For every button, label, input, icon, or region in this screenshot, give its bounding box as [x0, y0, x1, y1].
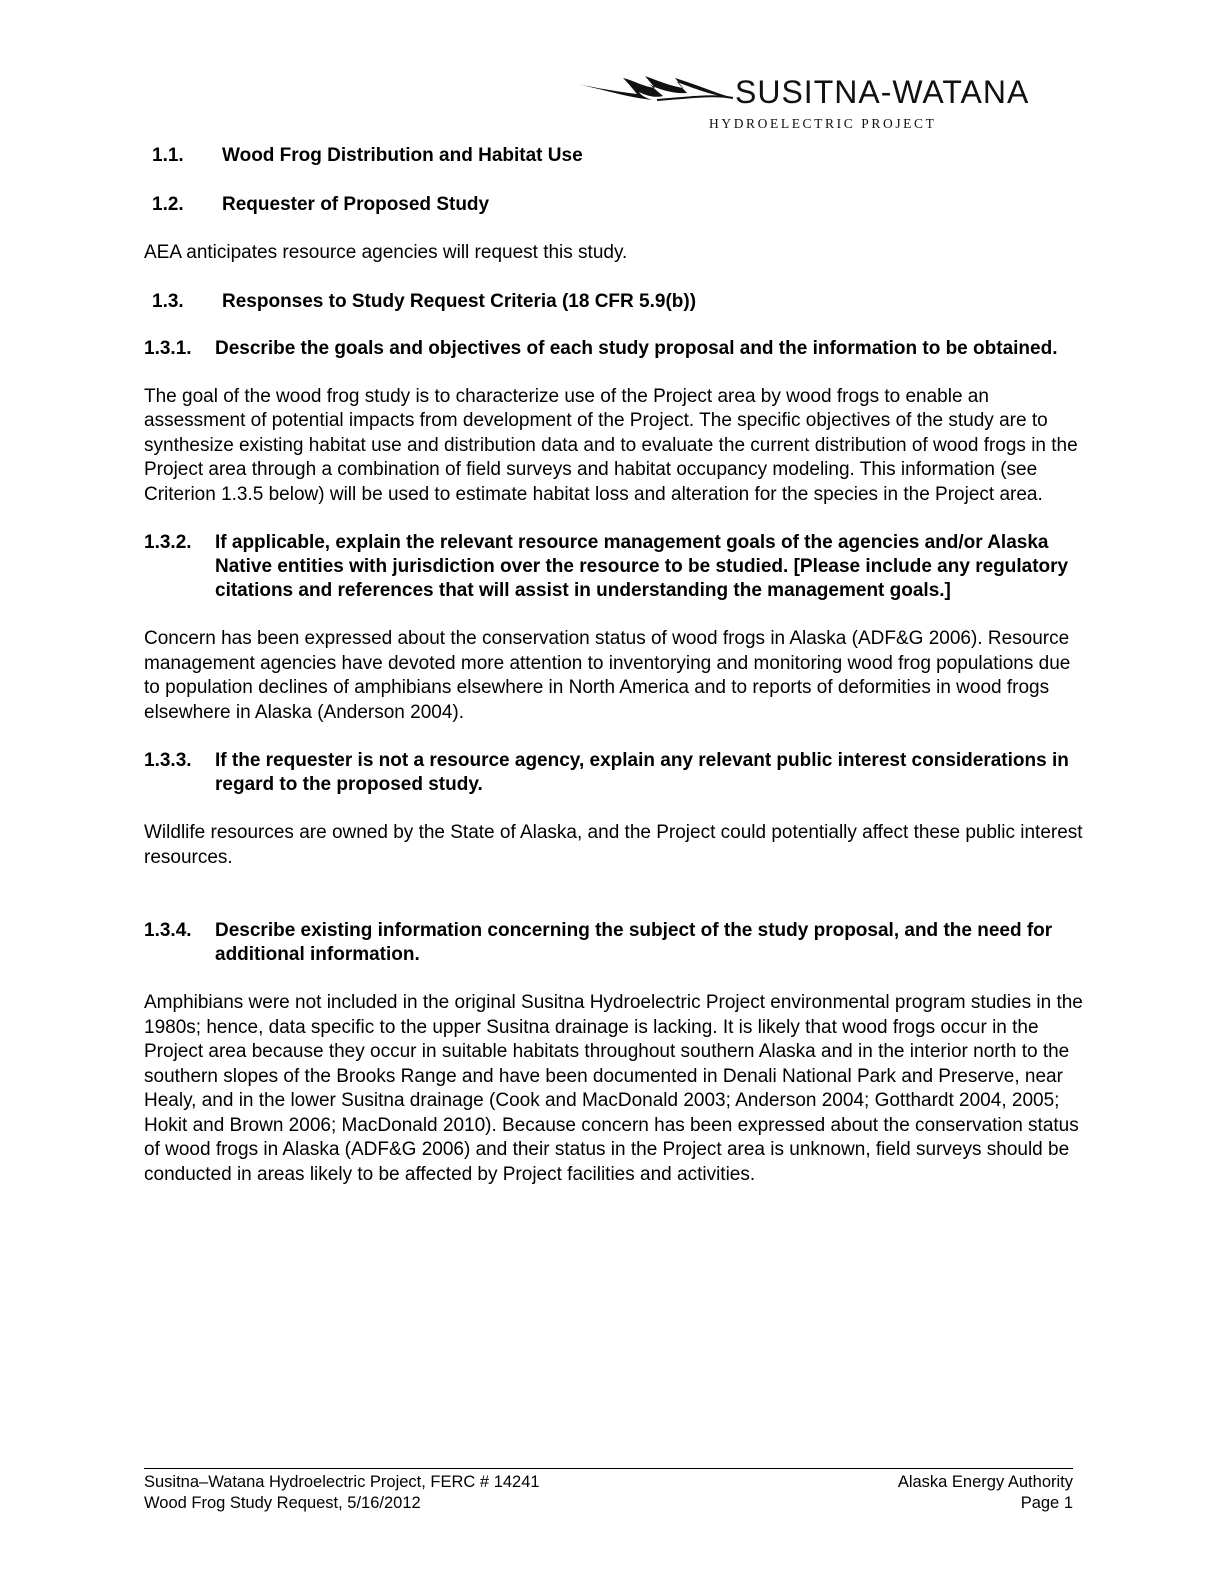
heading-1-2 [144, 193, 1084, 217]
heading-1-3-1 [144, 337, 1084, 361]
heading-1-3 [144, 290, 1084, 314]
document-body [144, 142, 1084, 1187]
paragraph-1-3-4: Amphibians were not included in the original Susitna Hydroelectric Project environmental program studies in the 1980s; hence, data specific to the upper Susitna drainage is lacking. It is likely that wood frogs occur in the Project area because they occur in suitable habitats throughout southern Alaska and in the interior north to the southern slopes of the Brooks Range and have been documented in Denali National Park and Preserve, near Healy, and in the lower Susitna drainage (Cook and MacDonald 2003; Anderson 2004; Gotthardt 2004, 2005; Hokit and Brown 2006; MacDonald 2010). Because concern has been expressed about the conservation status of wood frogs in Alaska (ADF&G 2006) and their status in the Project area is unknown, field surveys should be conducted in areas likely to be affected by Project facilities and activities. [144, 992, 1083, 1185]
heading-title: Describe the goals and objectives of each study proposal and the information to be obtained. [215, 337, 1058, 359]
heading-number: 1.1. [152, 145, 184, 166]
paragraph-1-3-1: The goal of the wood frog study is to characterize use of the Project area by wood frogs to enable an assessment of potential impacts from development of the Project. The specific objectives of the study are to synthesize existing habitat use and distribution data and to evaluate the current distribution of wood frogs in the Project area through a combination of field surveys and habitat occupancy modeling. This information (see Criterion 1.3.5 below) will be used to estimate habitat loss and alteration for the species in the Project area. [144, 385, 1078, 505]
heading-title: If the requester is not a resource agency, explain any relevant public interest considerations in regard to the proposed study. [215, 750, 1069, 795]
heading-1-3-2 [144, 531, 1084, 603]
heading-1-1 [144, 144, 1084, 168]
logo-title: SUSITNA-WATANA [735, 74, 1030, 110]
project-logo [575, 72, 1065, 134]
footer-row-2 [144, 1493, 1073, 1514]
heading-number: 1.3. [152, 290, 184, 312]
heading-title: Wood Frog Distribution and Habitat Use [222, 145, 583, 166]
heading-number: 1.3.4. [144, 920, 192, 941]
heading-1-3-3 [144, 749, 1084, 797]
paragraph-1-3-3: Wildlife resources are owned by the State of Alaska, and the Project could potentially affect these public interest resources. [144, 822, 1083, 868]
paragraph-1-3-2: Concern has been expressed about the conservation status of wood frogs in Alaska (ADF&G 2006). Resource management agencies have devoted more attention to inventorying and monitoring wood frog populations due to population declines of amphibians elsewhere in North America and to reports of deformities in wood frogs elsewhere in Alaska (Anderson 2004). [144, 628, 1071, 723]
heading-number: 1.3.1. [144, 337, 192, 359]
footer-project: Susitna–Watana Hydroelectric Project, FERC # 14241 [144, 1473, 540, 1491]
footer-authority: Alaska Energy Authority [897, 1473, 1073, 1491]
footer [144, 1472, 1073, 1514]
heading-1-3-4 [144, 919, 1084, 967]
footer-row-1 [144, 1472, 1073, 1493]
heading-number: 1.3.3. [144, 750, 192, 771]
heading-title: Responses to Study Request Criteria (18 CFR 5.9(b)) [222, 290, 697, 312]
paragraph-1-2: AEA anticipates resource agencies will request this study. [144, 242, 628, 263]
swoosh-wing-logo-icon [575, 74, 735, 110]
footer-document-title: Wood Frog Study Request, 5/16/2012 [144, 1494, 421, 1512]
footer-rule [144, 1468, 1073, 1469]
logo-subtitle: HYDROELECTRIC PROJECT [709, 116, 937, 131]
footer-page-number: Page 1 [1020, 1494, 1073, 1512]
heading-title: Requester of Proposed Study [222, 194, 490, 215]
heading-number: 1.2. [152, 194, 184, 215]
heading-number: 1.3.2. [144, 532, 192, 553]
heading-title: Describe existing information concerning the subject of the study proposal, and the need for additional information. [215, 920, 1053, 965]
heading-title: If applicable, explain the relevant resource management goals of the agencies and/or Alaska Native entities with jurisdiction over the resource to be studied. [Please include any regulatory citations and references that will assist in understanding the management goals.] [215, 532, 1069, 601]
